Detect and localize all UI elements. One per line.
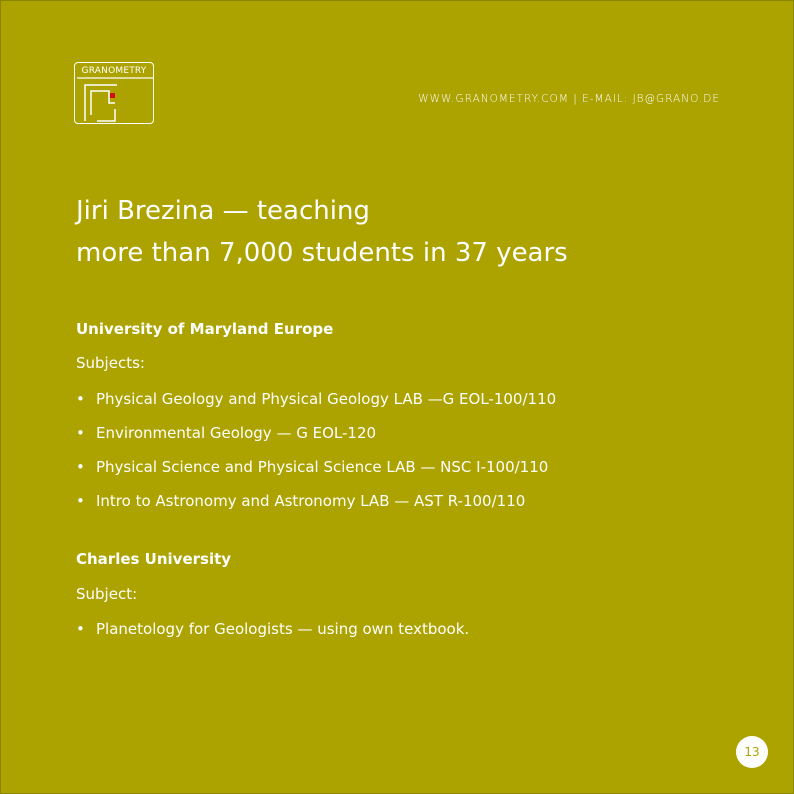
maryland-subject-list — [76, 389, 556, 525]
section-heading-maryland: University of Maryland Europe — [76, 320, 334, 338]
section-heading-charles: Charles University — [76, 550, 232, 568]
title-line-2: more than 7,000 students in 37 years — [76, 238, 568, 268]
list-item: • Physical Geology and Physical Geology LAB —G EOL-100/110 — [76, 389, 556, 423]
subject-label: Subject: — [76, 585, 138, 603]
subjects-label: Subjects: — [76, 354, 145, 372]
charles-subject-list — [76, 619, 469, 653]
list-item: • Environmental Geology — G EOL-120 — [76, 423, 556, 457]
granometry-logo — [74, 62, 154, 124]
list-item: • Planetology for Geologists — using own textbook. — [76, 619, 469, 653]
title-line-1: Jiri Brezina — teaching — [76, 196, 370, 226]
page-number-badge: 13 — [736, 736, 768, 768]
website-email-header: WWW.GRANOMETRY.COM | E-MAIL: JB@GRANO.DE — [418, 93, 720, 105]
logo-mark-icon — [75, 63, 155, 125]
list-item: • Intro to Astronomy and Astronomy LAB — AST R-100/110 — [76, 491, 556, 525]
page-title — [76, 190, 568, 274]
list-item: • Physical Science and Physical Science LAB — NSC I-100/110 — [76, 457, 556, 491]
logo-text: GRANOMETRY — [81, 66, 147, 76]
